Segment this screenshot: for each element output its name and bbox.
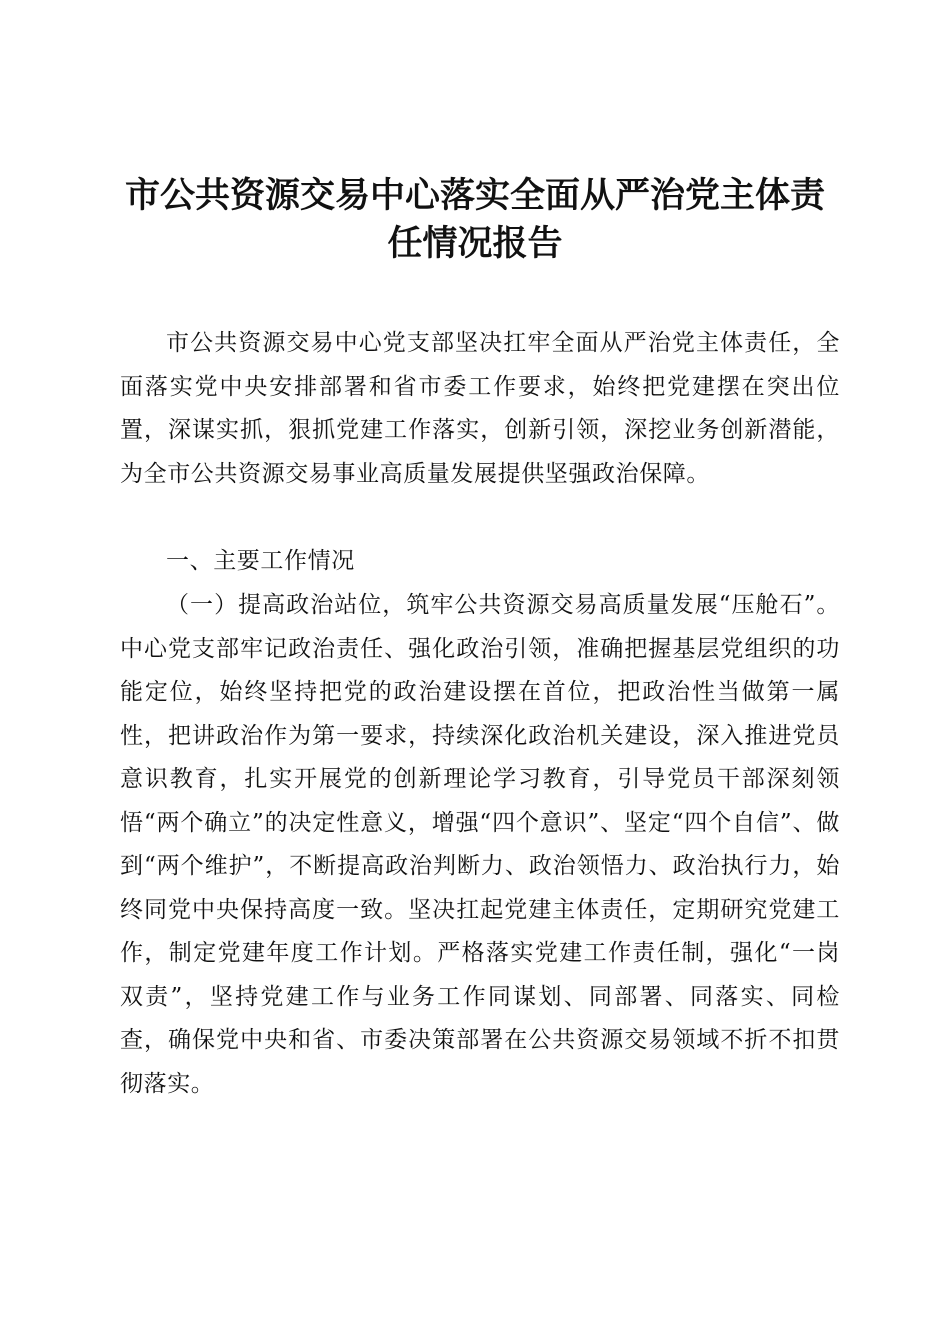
section-1-paragraph: （一）提高政治站位，筑牢公共资源交易高质量发展“压舱石”。中心党支部牢记政治责任、强化政治引领，准确把握基层党组织的功能定位，始终坚持把党的政治建设摆在首位，把政治性当做第一属性，把讲政治作为第一要求，持续深化政治机关建设，深入推进党员意识教育，扎实开展党的创新理论学习教育，引导党员干部深刻领悟“两个确立”的决定性意义，增强“四个意识”、坚定“四个自信”、做到“两个维护”，不断提高政治判断力、政治领悟力、政治执行力，始终同党中央保持高度一致。坚决扛起党建主体责任，定期研究党建工作，制定党建年度工作计划。严格落实党建工作责任制，强化“一岗双责”，坚持党建工作与业务工作同谋划、同部署、同落实、同检查，确保党中央和省、市委决策部署在公共资源交易领域不折不扣贯彻落实。 (120, 592, 840, 1097)
section-heading-main-work: 一、主要工作情况 (166, 548, 355, 574)
intro-paragraph: 市公共资源交易中心党支部坚决扛牢全面从严治党主体责任，全面落实党中央安排部署和省市委工作要求，始终把党建摆在突出位置，深谋实抓，狠抓党建工作落实，创新引领，深挖业务创新潜能，为全市公共资源交易事业高质量发展提供坚强政治保障。 (120, 330, 840, 487)
document-title: 市公共资源交易中心落实全面从严治党主体责任情况报告 (124, 175, 825, 264)
